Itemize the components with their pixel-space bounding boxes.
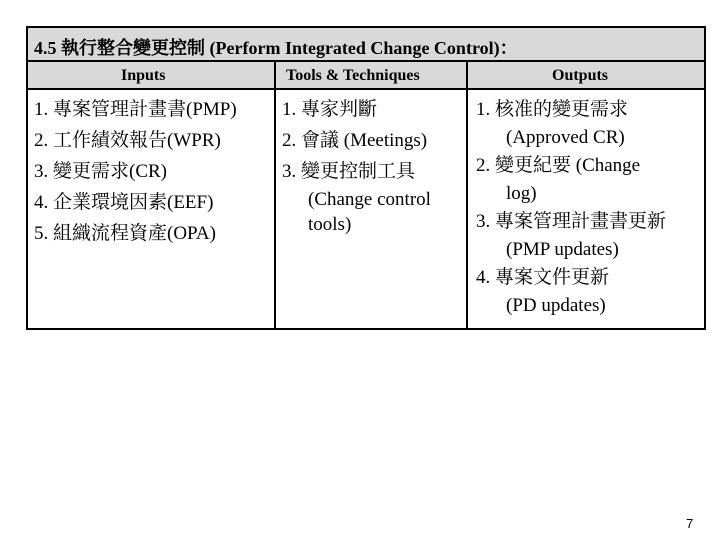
outputs-column bbox=[476, 94, 666, 318]
table-title-bar bbox=[28, 28, 704, 62]
process-table bbox=[26, 26, 706, 330]
input-item: 2. 工作績效報告(WPR) bbox=[34, 130, 221, 151]
tool-item-continuation: tools) bbox=[308, 214, 352, 235]
tool-item: 2. 會議 (Meetings) bbox=[282, 130, 428, 151]
input-item: 5. 組織流程資產(OPA) bbox=[34, 223, 216, 244]
tool-item: 1. 專家判斷 bbox=[282, 99, 378, 120]
output-item: 2. 變更紀要 (Change bbox=[476, 155, 641, 176]
input-item: 4. 企業環境因素(EEF) bbox=[34, 192, 214, 213]
input-item: 3. 變更需求(CR) bbox=[34, 161, 168, 182]
output-item: 3. 專案管理計畫書更新 bbox=[476, 211, 667, 232]
output-item: 4. 專案文件更新 bbox=[476, 267, 610, 288]
inputs-header: Inputs bbox=[121, 67, 166, 84]
tools-header: Tools & Techniques bbox=[286, 67, 420, 84]
column-header-row bbox=[28, 62, 704, 90]
table-title: 4.5 執行整合變更控制 (Perform Integrated Change Control)： bbox=[34, 38, 518, 58]
output-item-continuation: (PMP updates) bbox=[506, 239, 619, 260]
column-divider-2 bbox=[466, 62, 468, 330]
tools-column bbox=[282, 94, 431, 237]
output-item-continuation: (PD updates) bbox=[506, 295, 606, 316]
input-item: 1. 專案管理計畫書(PMP) bbox=[34, 99, 237, 120]
tool-item: 3. 變更控制工具 bbox=[282, 161, 416, 182]
output-item-continuation: (Approved CR) bbox=[506, 127, 625, 148]
page-number: 7 bbox=[686, 516, 694, 531]
outputs-header: Outputs bbox=[552, 67, 609, 84]
output-item-continuation: log) bbox=[506, 183, 537, 204]
output-item: 1. 核准的變更需求 bbox=[476, 99, 629, 120]
column-divider-1 bbox=[274, 62, 276, 330]
inputs-column bbox=[34, 94, 237, 249]
tool-item-continuation: (Change control bbox=[308, 189, 431, 210]
